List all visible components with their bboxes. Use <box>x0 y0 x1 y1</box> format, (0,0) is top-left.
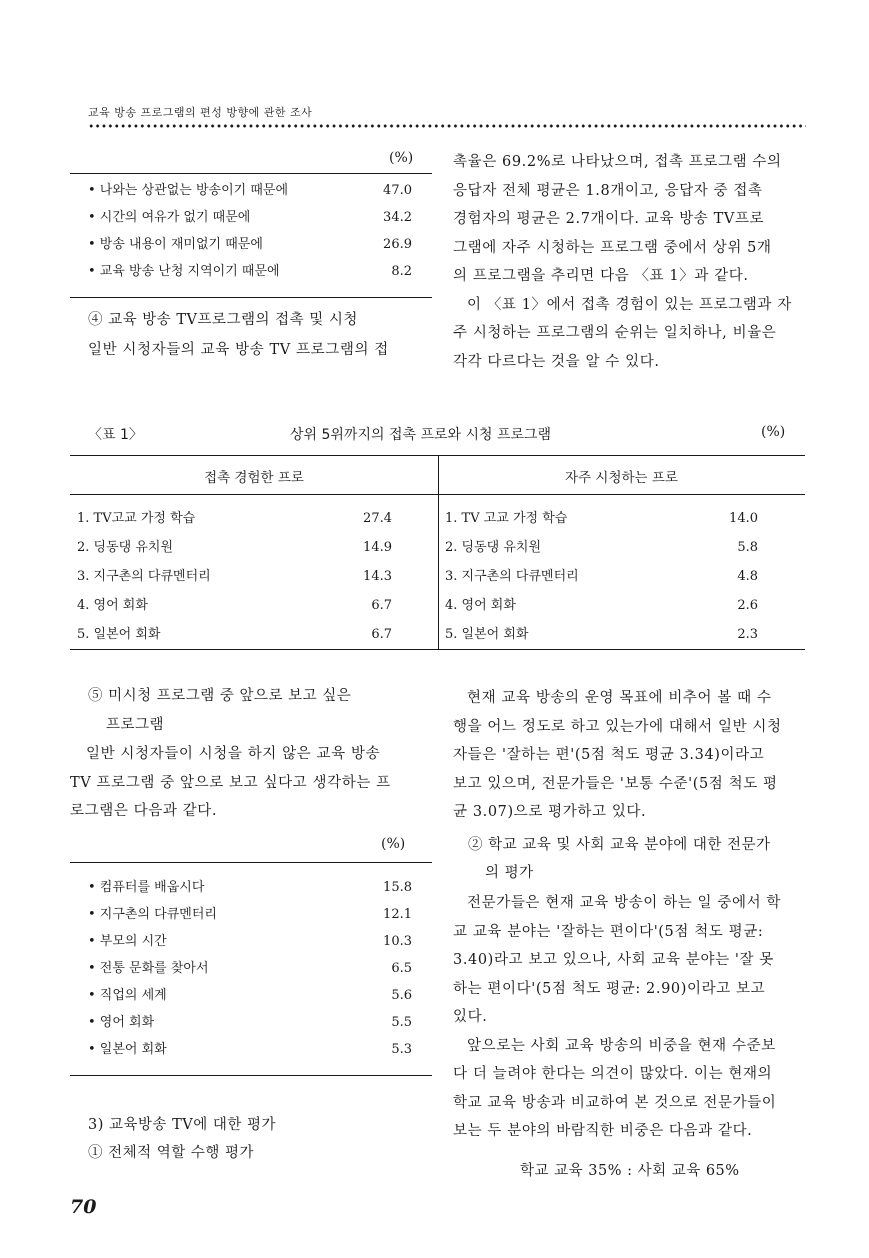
row-value: 10.3 <box>383 934 412 949</box>
row-label: 4. 영어 회화 <box>445 598 516 613</box>
table-row <box>77 562 392 591</box>
table-row <box>88 258 412 285</box>
section4-paragraph <box>88 336 432 365</box>
table1-unit: (%) <box>761 424 786 440</box>
table-row <box>445 562 758 591</box>
text-line: 3.40)라고 보고 있으나, 사회 교육 분야는 '잘 못 <box>453 952 774 968</box>
row-value: 5.6 <box>391 988 412 1003</box>
table-row <box>88 1036 412 1063</box>
row-value: 5.5 <box>391 1015 412 1030</box>
row-value: 15.8 <box>383 880 412 895</box>
page-number: 70 <box>70 1196 97 1218</box>
row-value: 5.3 <box>391 1042 412 1057</box>
table-row <box>77 504 392 533</box>
section2-heading-cont: 의 평가 <box>485 865 534 881</box>
section5-table-bottom-rule <box>70 1075 432 1076</box>
table1-header-rule <box>70 494 805 495</box>
row-label: • 방송 내용이 재미없기 때문에 <box>88 237 263 252</box>
table-row <box>88 1009 412 1036</box>
text-line: 행을 어느 정도로 하고 있는가에 대해서 일반 시청 <box>453 718 782 735</box>
row-value: 14.9 <box>363 540 392 555</box>
row-label: 5. 일본어 회화 <box>77 627 161 642</box>
table-row <box>77 533 392 562</box>
row-value: 14.0 <box>729 511 758 526</box>
row-label: 3. 지구촌의 다큐멘터리 <box>445 569 579 584</box>
text-line: 로그램은 다음과 같다. <box>70 803 218 819</box>
row-value: 2.6 <box>737 598 758 613</box>
running-head: 교육 방송 프로그램의 편성 방향에 관한 조사 <box>88 106 313 119</box>
text-line: TV 프로그램 중 앞으로 보고 싶다고 생각하는 프 <box>70 774 391 791</box>
section3-heading: 3) 교육방송 TV에 대한 평가 <box>88 1117 277 1133</box>
section5-heading-cont: 프로그램 <box>106 717 165 733</box>
row-label: 4. 영어 회화 <box>77 598 148 613</box>
section5-paragraph <box>70 740 432 826</box>
text-line: 하는 편이다'(5점 척도 평균: 2.90)이라고 보고 <box>453 980 766 997</box>
row-label: • 직업의 세계 <box>88 988 167 1003</box>
section5-table-top-rule <box>70 862 432 863</box>
text-line: 응답자 전체 평균은 1.8개이고, 응답자 중 접촉 <box>453 182 763 199</box>
row-label: 1. TV고교 가정 학습 <box>77 511 196 526</box>
table1-col1 <box>77 504 392 649</box>
table1-label: 〈표 1〉 <box>88 427 143 443</box>
row-value: 5.8 <box>737 540 758 555</box>
right-bottom-paragraph-2 <box>453 889 805 1146</box>
row-label: • 일본어 회화 <box>88 1042 167 1057</box>
table-row <box>445 620 758 649</box>
table-row <box>445 533 758 562</box>
row-value: 8.2 <box>391 264 412 279</box>
right-top-paragraph <box>453 148 805 376</box>
section5-heading: ⑤ 미시청 프로그램 중 앞으로 보고 싶은 <box>88 688 352 704</box>
text-line: 균 3.07)으로 평가하고 있다. <box>453 804 647 820</box>
text-line: 다 더 늘려야 한다는 의견이 많았다. 이는 현재의 <box>453 1066 773 1082</box>
text-line: 의 프로그램을 추리면 다음 〈표 1〉과 같다. <box>453 268 749 284</box>
row-label: 1. TV 고교 가정 학습 <box>445 511 568 526</box>
text-line: 교 교육 분야는 '잘하는 편이다'(5점 척도 평균: <box>453 923 764 940</box>
text-line: 이 〈표 1〉에서 접촉 경험이 있는 프로그램과 자 <box>467 296 792 313</box>
row-label: 2. 딩동댕 유치원 <box>77 540 174 555</box>
row-label: • 컴퓨터를 배웁시다 <box>88 880 205 895</box>
table-row <box>445 504 758 533</box>
row-label: 3. 지구촌의 다큐멘터리 <box>77 569 211 584</box>
top-table-unit: (%) <box>389 150 414 166</box>
row-value: 26.9 <box>383 237 412 252</box>
section2-heading: ② 학교 교육 및 사회 교육 분야에 대한 전문가 <box>468 837 771 853</box>
table-row <box>88 231 412 258</box>
table-row <box>88 928 412 955</box>
table-row <box>88 955 412 982</box>
ratio-line: 학교 교육 35% : 사회 교육 65% <box>520 1163 740 1179</box>
text-line: 보고 있으며, 전문가들은 '보통 수준'(5점 척도 평 <box>453 775 778 792</box>
text-line: 일반 시청자들의 교육 방송 TV 프로그램의 접 <box>88 342 389 358</box>
table1-col2 <box>445 504 758 649</box>
row-value: 14.3 <box>363 569 392 584</box>
text-line: 경험자의 평균은 2.7개이다. 교육 방송 TV프로 <box>453 211 765 227</box>
section4-heading: ④ 교육 방송 TV프로그램의 접촉 및 시청 <box>88 312 358 328</box>
row-label: 5. 일본어 회화 <box>445 627 529 642</box>
top-table-top-rule <box>70 173 432 174</box>
table1-col2-header: 자주 시청하는 프로 <box>565 470 678 486</box>
table-row <box>88 874 412 901</box>
row-value: 12.1 <box>383 907 412 922</box>
row-value: 6.5 <box>391 961 412 976</box>
row-label: • 전통 문화를 찾아서 <box>88 961 209 976</box>
table-row <box>88 204 412 231</box>
row-label: • 나와는 상관없는 방송이기 때문에 <box>88 183 289 198</box>
row-value: 6.7 <box>371 627 392 642</box>
row-value: 47.0 <box>383 183 412 198</box>
row-label: • 시간의 여유가 없기 때문에 <box>88 210 251 225</box>
text-line: 전문가들은 현재 교육 방송이 하는 일 중에서 학 <box>467 895 781 911</box>
table-row <box>88 982 412 1009</box>
text-line: 주 시청하는 프로그램의 순위는 일치하나, 비율은 <box>453 325 777 341</box>
row-value: 34.2 <box>383 210 412 225</box>
text-line: 학교 교육 방송과 비교하여 본 것으로 전문가들이 <box>453 1094 777 1111</box>
text-line: 일반 시청자들이 시청을 하지 않은 교육 방송 <box>86 746 381 762</box>
right-bottom-paragraph-1 <box>453 684 805 827</box>
row-value: 27.4 <box>363 511 392 526</box>
table1-bottom-rule <box>70 649 805 650</box>
row-label: • 영어 회화 <box>88 1015 155 1030</box>
row-label: 2. 딩동댕 유치원 <box>445 540 542 555</box>
text-line: 자들은 '잘하는 편'(5점 척도 평균 3.34)이라고 <box>453 747 765 763</box>
table-row <box>88 177 412 204</box>
table1-title: 상위 5위까지의 접촉 프로와 시청 프로그램 <box>290 427 552 443</box>
text-line: 각각 다르다는 것을 알 수 있다. <box>453 353 660 370</box>
text-line: 있다. <box>453 1009 488 1025</box>
row-label: • 지구촌의 다큐멘터리 <box>88 907 217 922</box>
table-row <box>77 591 392 620</box>
text-line: 앞으로는 사회 교육 방송의 비중을 현재 수준보 <box>467 1037 776 1054</box>
text-line: 현재 교육 방송의 운영 목표에 비추어 볼 때 수 <box>467 690 772 706</box>
section3-subheading: ① 전체적 역할 수행 평가 <box>88 1145 254 1161</box>
row-value: 6.7 <box>371 598 392 613</box>
table1-col1-header: 접촉 경험한 프로 <box>204 470 304 486</box>
text-line: 그램에 자주 시청하는 프로그램 중에서 상위 5개 <box>453 239 772 256</box>
section5-table-unit: (%) <box>381 836 406 852</box>
row-value: 2.3 <box>737 627 758 642</box>
section5-table <box>88 874 412 1064</box>
top-table-bottom-rule <box>70 297 432 298</box>
top-table <box>88 177 412 289</box>
row-label: • 교육 방송 난청 지역이기 때문에 <box>88 264 280 279</box>
table-row <box>77 620 392 649</box>
dotted-rule <box>88 123 806 129</box>
text-line: 촉율은 69.2%로 나타났으며, 접촉 프로그램 수의 <box>453 154 782 170</box>
row-value: 4.8 <box>737 569 758 584</box>
row-label: • 부모의 시간 <box>88 934 167 949</box>
table-row <box>445 591 758 620</box>
table-row <box>88 901 412 928</box>
text-line: 보는 두 분야의 바람직한 비중은 다음과 같다. <box>453 1123 753 1139</box>
